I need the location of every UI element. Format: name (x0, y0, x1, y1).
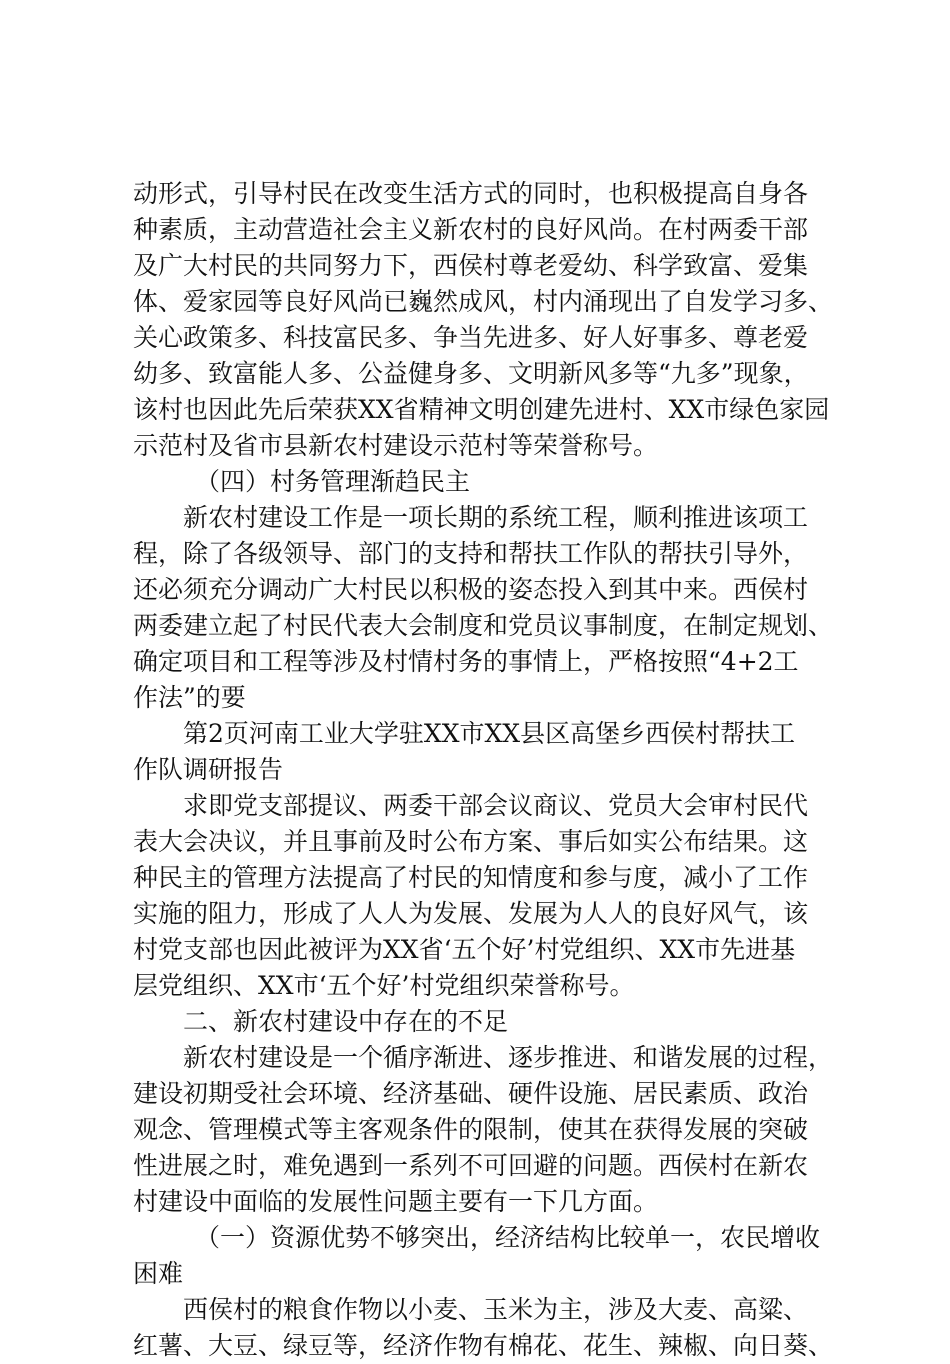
text-line: 第2页河南工业大学驻XX市XX县区高堡乡西侯村帮扶工 (183, 719, 796, 748)
text-line: 种民主的管理方法提高了村民的知情度和参与度，减小了工作 (133, 863, 809, 892)
text-line: 关心政策多、科技富民多、争当先进多、好人好事多、尊老爱 (133, 323, 809, 352)
text-line: 示范村及省市县新农村建设示范村等荣誉称号。 (133, 431, 659, 460)
text-line: 村建设中面临的发展性问题主要有一下几方面。 (133, 1187, 659, 1216)
text-line: 二、新农村建设中存在的不足 (183, 1007, 509, 1036)
text-line: 求即党支部提议、两委干部会议商议、党员大会审村民代 (183, 791, 809, 820)
text-line: 西侯村的粮食作物以小麦、玉米为主，涉及大麦、高粱、 (183, 1295, 809, 1324)
text-line: 动形式，引导村民在改变生活方式的同时，也积极提高自身各 (133, 179, 809, 208)
text-line: 困难 (133, 1259, 184, 1288)
text-line: 确定项目和工程等涉及村情村务的事情上，严格按照“4+2工 (133, 647, 799, 676)
text-line: 还必须充分调动广大村民以积极的姿态投入到其中来。西侯村 (133, 575, 809, 604)
text-line: 层党组织、XX市‘五个好’村党组织荣誉称号。 (133, 971, 635, 1000)
text-line: 作法”的要 (133, 683, 246, 712)
text-line: （一）资源优势不够突出，经济结构比较单一，农民增收 (195, 1223, 821, 1252)
text-line: 及广大村民的共同努力下，西侯村尊老爱幼、科学致富、爱集 (133, 251, 809, 280)
text-line: 性进展之时，难免遇到一系列不可回避的问题。西侯村在新农 (133, 1151, 809, 1180)
text-line: 建设初期受社会环境、经济基础、硬件设施、居民素质、政治 (133, 1079, 809, 1108)
text-line: 新农村建设是一个循序渐进、逐步推进、和谐发展的过程， (183, 1043, 834, 1072)
text-line: 观念、管理模式等主客观条件的限制，使其在获得发展的突破 (133, 1115, 809, 1144)
text-line: 红薯、大豆、绿豆等，经济作物有棉花、花生、辣椒、向日葵、 (133, 1331, 834, 1360)
text-line: 两委建立起了村民代表大会制度和党员议事制度，在制定规划、 (133, 611, 834, 640)
text-line: （四）村务管理渐趋民主 (195, 467, 471, 496)
text-line: 村党支部也因此被评为XX省‘五个好’村党组织、XX市先进基 (133, 935, 796, 964)
text-line: 幼多、致富能人多、公益健身多、文明新风多等“九多”现象， (133, 359, 809, 388)
text-line: 实施的阻力，形成了人人为发展、发展为人人的良好风气，该 (133, 899, 809, 928)
text-line: 种素质，主动营造社会主义新农村的良好风尚。在村两委干部 (133, 215, 809, 244)
document-body (133, 176, 853, 1364)
text-line: 该村也因此先后荣获XX省精神文明创建先进村、XX市绿色家园 (133, 395, 830, 424)
text-line: 程，除了各级领导、部门的支持和帮扶工作队的帮扶引导外， (133, 539, 809, 568)
text-line: 表大会决议，并且事前及时公布方案、事后如实公布结果。这 (133, 827, 809, 856)
text-line: 新农村建设工作是一项长期的系统工程，顺利推进该项工 (183, 503, 809, 532)
text-line: 作队调研报告 (133, 755, 284, 784)
text-line: 体、爱家园等良好风尚已巍然成风，村内涌现出了自发学习多、 (133, 287, 834, 316)
